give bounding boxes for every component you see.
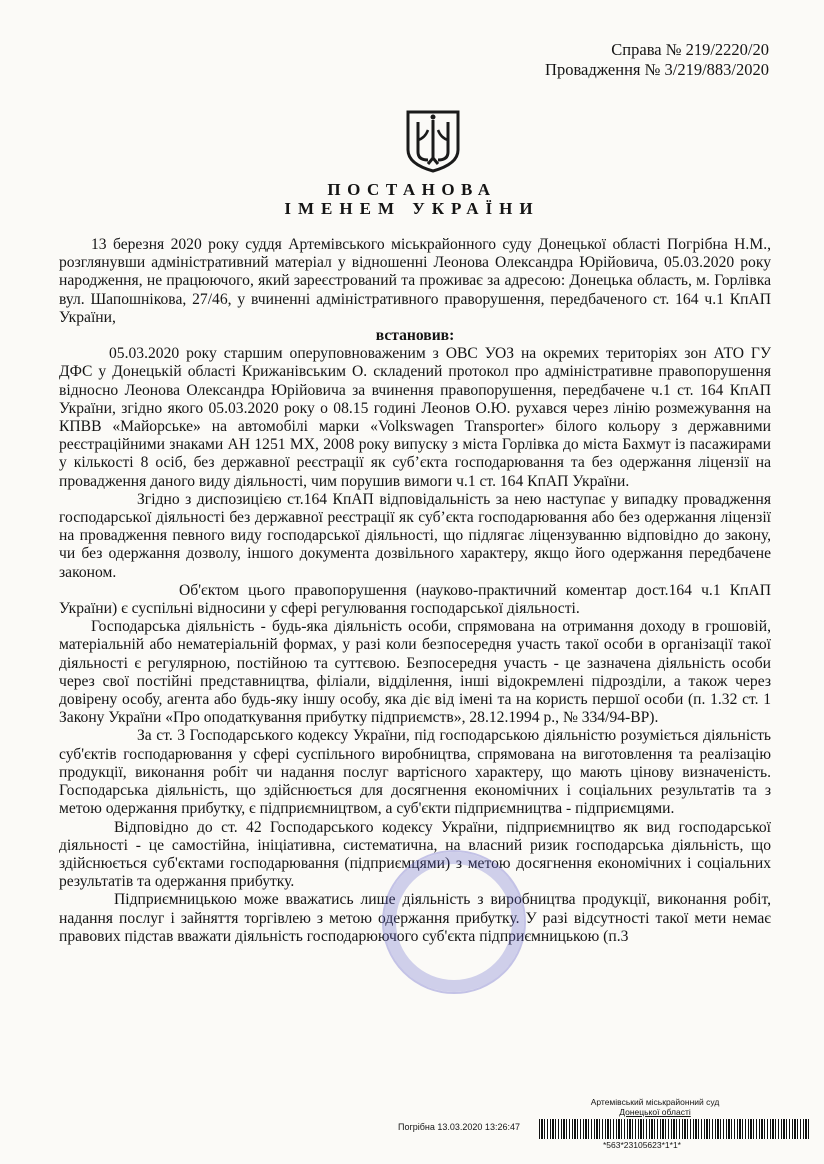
barcode <box>539 1119 809 1139</box>
intro-paragraph: 13 березня 2020 року суддя Артемівського міськрайонного суду Донецької області Погрібна Н.М., розглянувши адміністративний матеріал у відношенні Леонова Олександра Юрійовича, 05.03.2020 року народження, не працюючого, який зареєстрований та проживає за адресою: Донецька область, м. Горлівка вул. Шапошнікова, 27/46, у вчиненні адміністративного праворушення, передбаченого ст. 164 ч.1 КпАП України, <box>59 236 771 326</box>
disposition-paragraph: Згідно з диспозицією ст.164 КпАП відповідальність за нею наступає у випадку провадження господарської діяльності без державної реєстрації як суб’єкта господарювання або без одержання ліцензії на провадження певного виду господарської діяльності, що підлягає ліцензуванню відповідно до закону, чи без одержання дозволу, іншого документа дозвільного характеру, якщо його одержання передбачене законом. <box>59 490 771 581</box>
proceeding-number: Провадження № 3/219/883/2020 <box>545 60 769 79</box>
document-subtitle: ІМЕНЕМ УКРАЇНИ <box>284 199 540 218</box>
object-paragraph: Об'єктом цього правопорушення (науково-практичний коментар дост.164 ч.1 КпАП України) є суспільні відносини у сфері регулювання господарської діяльності. <box>59 581 771 618</box>
court-name-line1: Артемівський міськрайонний суд <box>590 1097 720 1107</box>
court-name-line2: Донецької області <box>619 1107 691 1117</box>
entrepreneurship-paragraph: Підприємницькою може вважатись лише діяльність з виробництва продукції, виконання робіт, надання послуг і зайняття торгівлею з метою одержання прибутку. У разі відсутності такої мети немає правових підстав вважати діяльність господарюючого суб'єкта підприємницькою (п.3 <box>59 891 771 945</box>
court-name <box>560 1097 750 1117</box>
document-title: ПОСТАНОВА <box>327 180 497 199</box>
established-heading: встановив: <box>375 327 455 345</box>
document-body <box>59 236 771 946</box>
facts-paragraph: 05.03.2020 року старшим оперуповноваженим з ОВС УОЗ на окремих територіях зон АТО ГУ ДФС у Донецькій області Крижанівським О. складений протокол про адміністративне правопорушення відносно Леонова Олександра Юрійовича за вчинення правопорушення, передбачене ч.1 ст. 164 КпАП України, згідно якого 05.03.2020 року о 08.15 годині Леонов О.Ю. рухався через лінію розмежування на КПВВ «Майорське» на автомобілі марки «Volkswagen Transporter» білого кольору з державними реєстраційними знаками АН 1251 МХ, 2008 року випуску з міста Горлівка до міста Бахмут із пасажирами у кількості 8 осіб, без державної реєстрації як суб’єкта господарювання та без одержання ліцензії на провадження даного виду діяльності, чим порушив вимоги ч.1 ст. 164 КпАП України. <box>59 345 771 490</box>
coat-of-arms-icon <box>404 108 462 174</box>
footer <box>0 1097 824 1164</box>
case-number: Справа № 219/2220/20 <box>611 40 769 59</box>
economic-activity-paragraph: Господарська діяльність - будь-яка діяльність особи, спрямована на отримання доходу в грошовій, матеріальній або нематеріальній формах, у разі коли безпосередня участь такої особи в організації такої діяльності є регулярною, постійною та суттєвою. Безпосередня участь - це зазначена діяльність особи через свої постійні представництва, філіали, відділення, інші відокремлені підрозділи, а також через довірену особу, агента або будь-яку іншу особу, яка діє від імені та на користь першої особи (п. 1.32 ст. 1 Закону України «Про оподаткування прибутку підприємств», 28.12.1994 р., № 334/94-ВР). <box>59 618 771 727</box>
commercial-code-art3-paragraph: За ст. 3 Господарського кодексу України, під господарською діяльністю розуміється діяльність суб'єктів господарювання у сфері суспільного виробництва, спрямована на виготовлення та реалізацію продукції, виконання робіт чи надання послуг вартісного характеру, що мають цінову визначеність. Господарська діяльність, що здійснюється для досягнення економічних і соціальних результатів та з метою одержання прибутку, є підприємництвом, а суб'єкти підприємництва - підприємцями. <box>59 727 771 818</box>
signer-timestamp: Погрібна 13.03.2020 13:26:47 <box>398 1122 520 1132</box>
commercial-code-art42-paragraph: Відповідно до ст. 42 Господарського кодексу України, підприємництво як вид господарської діяльності - це самостійна, ініціативна, систематична, на власний ризик господарська діяльність, що здійснюється суб'єктами господарювання (підприємцями) з метою досягнення економічних і соціальних результатів та одержання прибутку. <box>59 818 771 891</box>
case-reference <box>545 40 769 80</box>
barcode-text: *563*23105623*1*1* <box>603 1140 681 1150</box>
